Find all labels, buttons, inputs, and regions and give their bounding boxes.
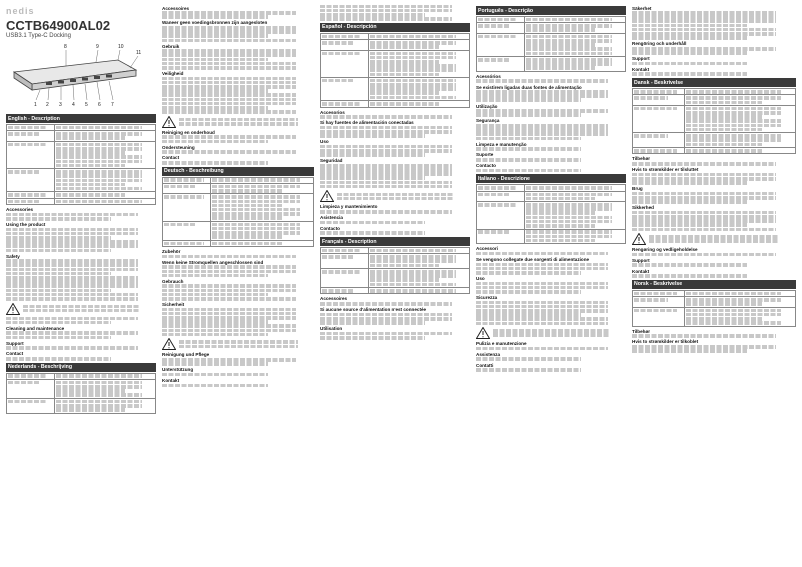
heading-es-5: Limpieza y mantenimiento <box>320 204 378 210</box>
heading-it-1: Accessori <box>476 246 498 252</box>
heading-it-3: Uso <box>476 276 485 281</box>
heading-es-7: Contacto <box>320 225 340 231</box>
heading-da-4: Sikkerhed <box>632 205 654 211</box>
heading-nl-5: Reiniging en onderhoud <box>162 129 215 135</box>
heading-da-7: Kontakt <box>632 268 650 274</box>
heading-no-1: Tilbehør <box>632 328 651 334</box>
spec-table-it <box>476 184 626 244</box>
heading-de-4: Sicherheit <box>162 302 185 308</box>
heading-fr-3: Utilisation <box>320 326 343 332</box>
spec-table-de <box>162 177 314 248</box>
figure-label: 10 <box>118 44 124 50</box>
heading-de-1: Zubehör <box>162 249 181 255</box>
section-title-pt: Português - Descrição <box>476 6 626 15</box>
heading-it-2: Se vengono collegate due sorgenti di alimentazione <box>476 256 590 262</box>
heading-it-6: Assistenza <box>476 351 501 357</box>
heading-pt-6: Suporte <box>476 152 494 158</box>
heading-pt-3: Utilização <box>476 103 498 109</box>
warning-triangle-icon <box>6 303 20 315</box>
heading-pt-2: Se existirem ligadas duas fontes de alimentação <box>476 84 582 90</box>
warning-triangle-icon <box>162 116 176 128</box>
spec-table-nl <box>6 373 156 414</box>
figure-label: 9 <box>96 44 99 50</box>
warning-triangle-icon <box>632 233 646 245</box>
column-5 <box>632 4 796 564</box>
spec-table-no <box>632 290 796 327</box>
heading-support-en: Support <box>6 340 24 346</box>
heading-using-en: Using the product <box>6 222 46 227</box>
heading-sv-4: Säkerhet <box>632 5 652 11</box>
column-1 <box>6 4 156 564</box>
section-title-en: English - Description <box>6 114 156 123</box>
heading-nl-7: Contact <box>162 155 180 161</box>
warning-box <box>6 303 156 315</box>
heading-sv-7: Kontakt <box>632 66 650 72</box>
product-code: CCTB64900AL02 <box>6 18 111 33</box>
figure-label: 4 <box>72 102 75 108</box>
heading-pt-5: Limpeza e manutenção <box>476 141 527 147</box>
heading-contact-en: Contact <box>6 351 24 357</box>
heading-es-1: Accesorios <box>320 109 345 115</box>
column-2 <box>162 4 314 564</box>
section-title-no: Norsk - Beskrivelse <box>632 280 796 289</box>
heading-it-7: Contatti <box>476 362 494 368</box>
figure-label: 1 <box>34 102 37 108</box>
heading-nl-6: Ondersteuning <box>162 144 195 150</box>
section-title-it: Italiano - Descrizione <box>476 174 626 183</box>
warning-box <box>162 338 314 350</box>
warning-box <box>162 116 314 128</box>
section-title-da: Dansk - Beskrivelse <box>632 78 796 87</box>
warning-triangle-icon <box>162 338 176 350</box>
heading-no-2: Hvis to strømkilder er tilkoblet <box>632 339 699 345</box>
heading-da-2: Hvis to strømkilder er tilsluttet <box>632 167 699 173</box>
column-3 <box>320 4 470 564</box>
heading-nl-3: Gebruik <box>162 43 180 49</box>
heading-es-4: Seguridad <box>320 158 343 164</box>
heading-pt-1: Acessórios <box>476 73 501 79</box>
figure-label: 6 <box>98 102 101 108</box>
figure-label: 11 <box>136 50 142 56</box>
figure-label: 7 <box>111 102 114 108</box>
heading-sv-5: Rengöring och underhåll <box>632 41 687 47</box>
heading-accessories-en: Accessories <box>6 207 34 213</box>
heading-safety-en: Safety <box>6 253 20 259</box>
heading-fr-2: Si aucune source d'alimentation n'est connectée <box>320 307 427 313</box>
figure-label: 5 <box>85 102 88 108</box>
heading-de-7: Kontakt <box>162 377 180 383</box>
heading-es-2: Si hay fuentes de alimentación conectadas <box>320 120 414 126</box>
warning-box <box>320 190 470 202</box>
heading-es-3: Uso <box>320 139 329 145</box>
heading-da-5: Rengøring og vedligeholdelse <box>632 247 698 253</box>
heading-de-5: Reinigung und Pflege <box>162 352 210 358</box>
heading-de-2: Wenn keine Stromquellen angeschlossen sind <box>162 259 264 265</box>
section-title-fr: Français - Description <box>320 237 470 246</box>
heading-it-4: Sicurezza <box>476 295 498 301</box>
section-title-nl: Nederlands - Beschrijving <box>6 363 156 372</box>
heading-it-5: Pulizia e manutenzione <box>476 341 527 347</box>
heading-de-6: Unterstützung <box>162 367 194 373</box>
heading-pt-7: Contacto <box>476 163 496 169</box>
warning-box <box>632 233 796 245</box>
figure-label: 8 <box>64 44 67 50</box>
column-4 <box>476 4 626 564</box>
heading-nl-2: Waneer geen voedingsbronnen zijn aangesloten <box>162 20 268 26</box>
heading-fr-1: Accessoires <box>320 296 348 302</box>
section-title-es: Español - Descripción <box>320 23 470 32</box>
heading-nl-1: Accessoires <box>162 5 190 11</box>
figure-label: 2 <box>46 102 49 108</box>
spec-table-es <box>320 33 470 108</box>
heading-da-1: Tilbehør <box>632 156 651 162</box>
warning-box <box>476 327 626 339</box>
figure-label: 3 <box>59 102 62 108</box>
heading-es-6: Asistencia <box>320 215 343 221</box>
brand-logo: nedis <box>6 6 35 16</box>
heading-da-6: Support <box>632 257 650 263</box>
heading-nl-4: Veiligheid <box>162 71 184 77</box>
heading-da-3: Brug <box>632 186 643 192</box>
heading-cleaning-en: Cleaning and maintenance <box>6 325 65 331</box>
warning-triangle-icon <box>320 190 334 202</box>
spec-table-en <box>6 124 156 205</box>
product-title: USB3.1 Type-C Docking <box>6 33 71 39</box>
spec-table-fr <box>320 247 470 294</box>
warning-triangle-icon <box>476 327 490 339</box>
heading-sv-6: Support <box>632 56 650 62</box>
docking-station-illustration <box>6 42 146 112</box>
heading-de-3: Gebrauch <box>162 278 184 284</box>
section-title-de: Deutsch - Beschreibung <box>162 167 314 176</box>
spec-table-da <box>632 88 796 154</box>
spec-table-pt <box>476 16 626 72</box>
heading-pt-4: Segurança <box>476 118 500 124</box>
